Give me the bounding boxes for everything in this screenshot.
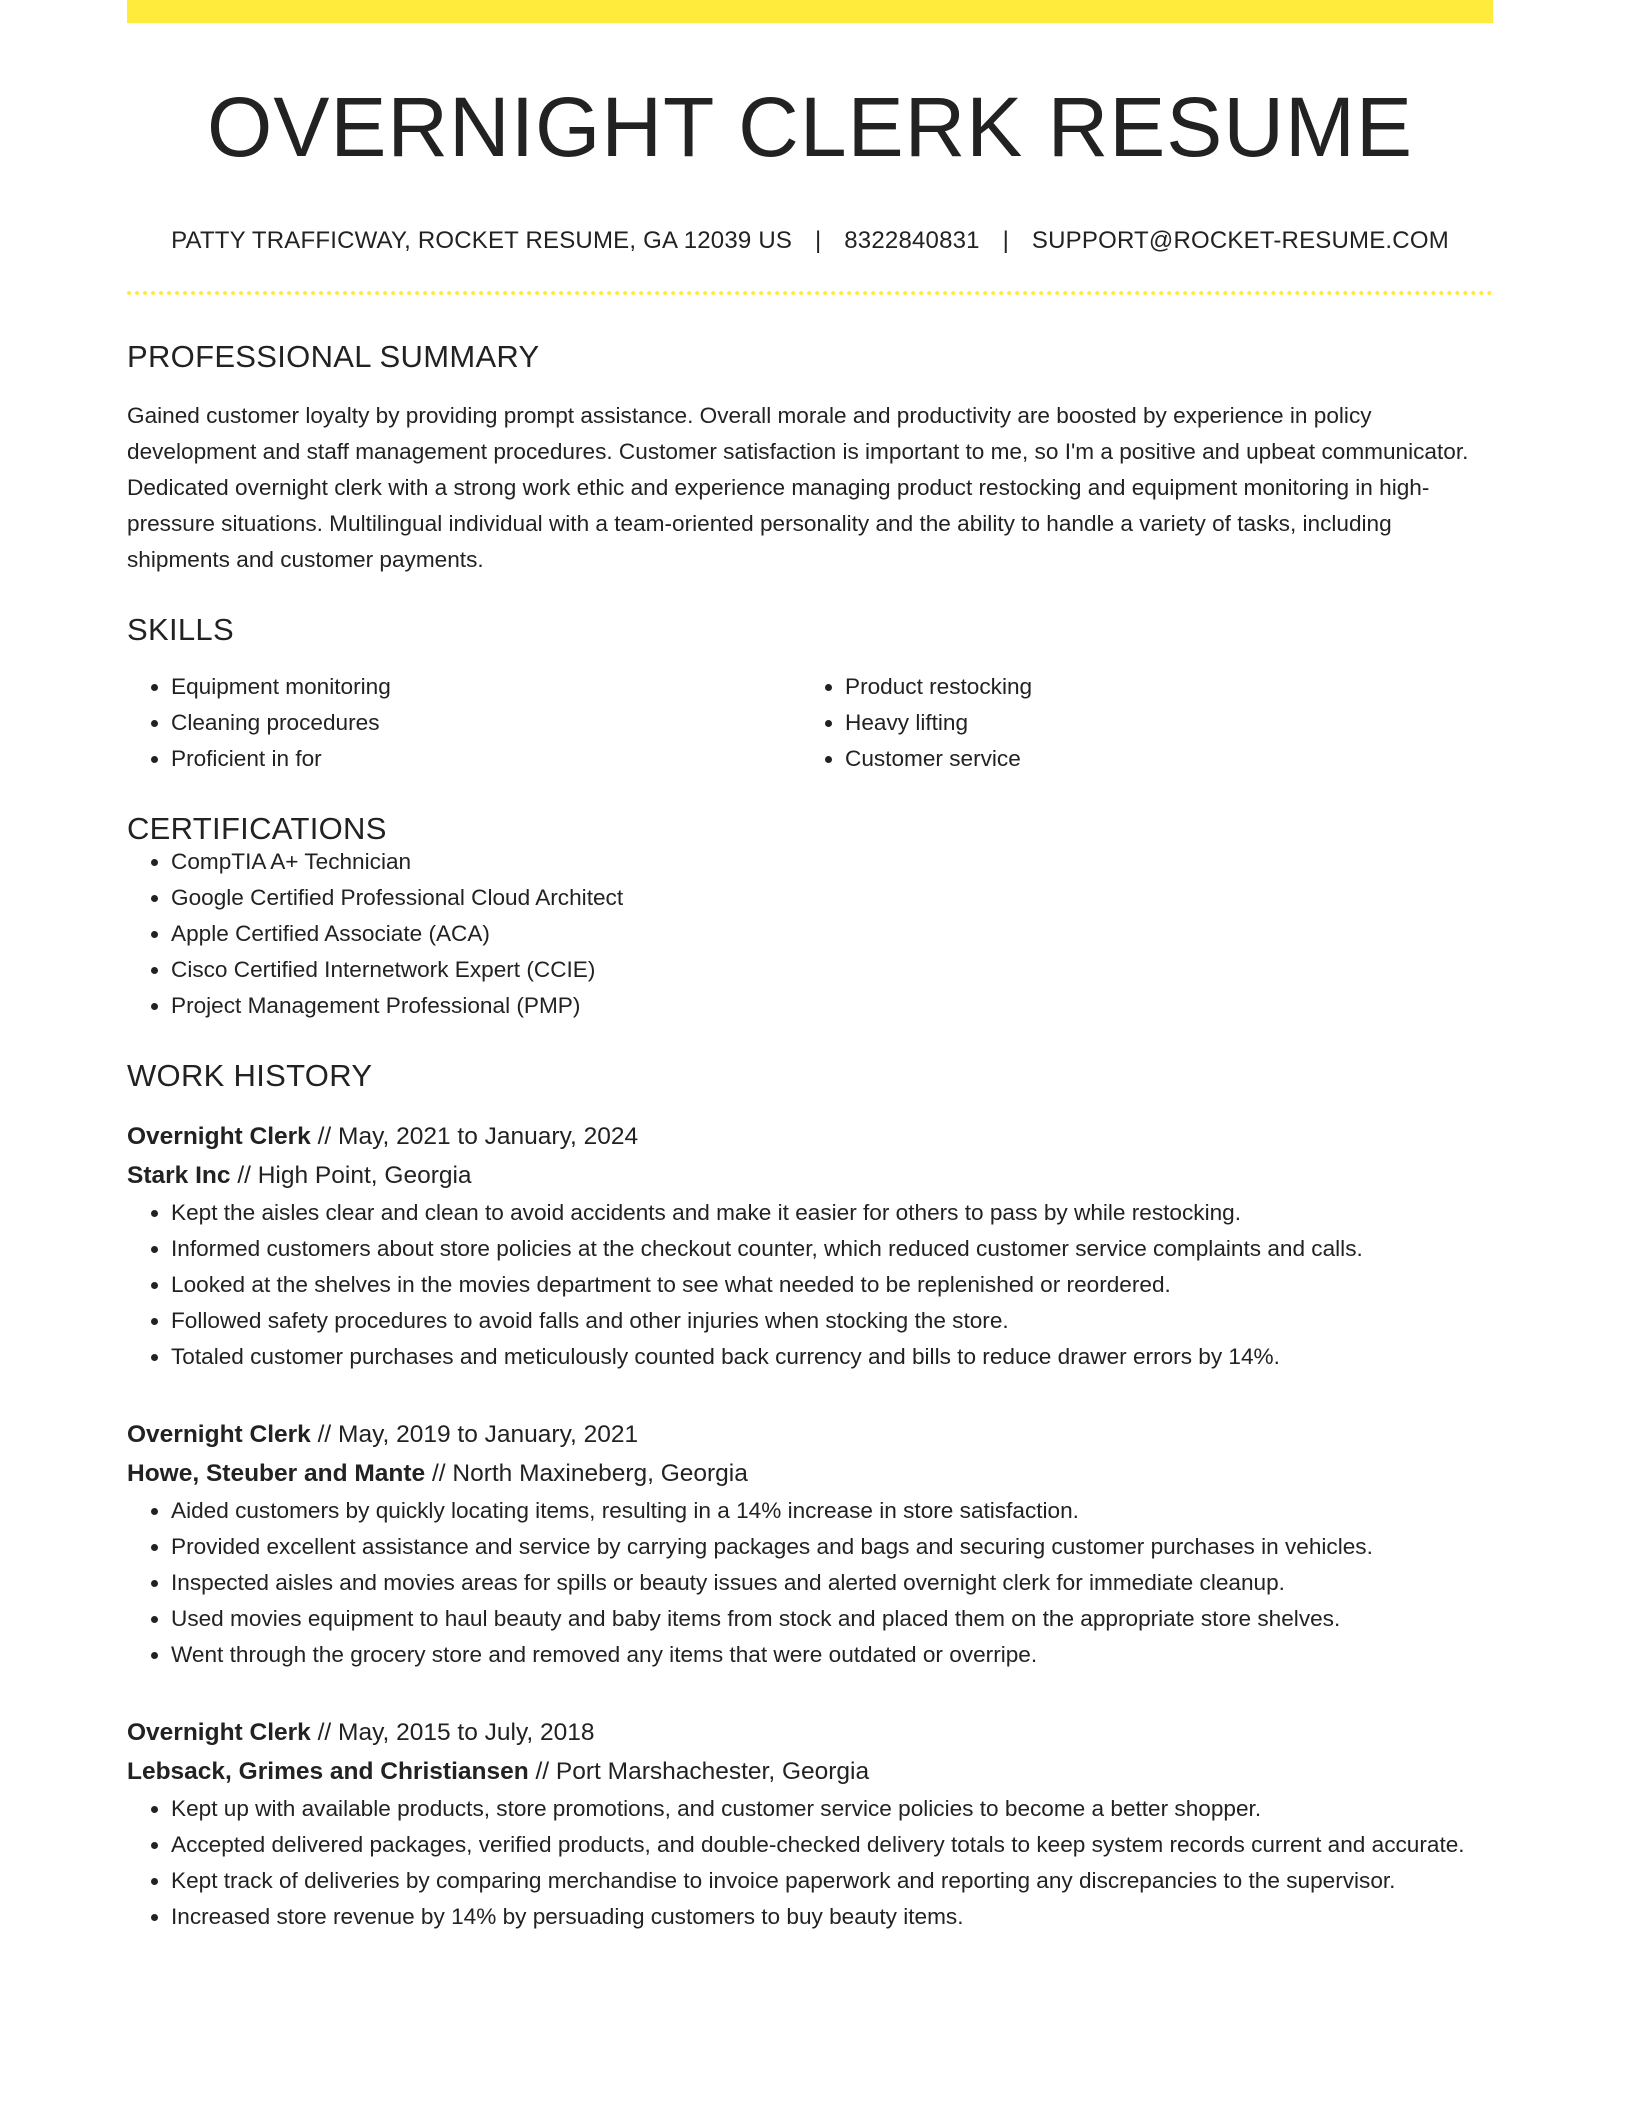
contact-address: PATTY TRAFFICWAY, ROCKET RESUME, GA 12039 US (171, 227, 793, 254)
job-title-line (127, 1117, 1493, 1156)
skill-item: • Product restocking (845, 669, 1475, 705)
job-bullet: • Used movies equipment to haul beauty and baby items from stock and placed them on the appropriate store shelves. (171, 1601, 1493, 1637)
job-bullet: • Inspected aisles and movies areas for spills or beauty issues and alerted overnight clerk for immediate cleanup. (171, 1565, 1493, 1601)
skills-column-left (127, 669, 801, 777)
skill-item: • Proficient in for (171, 741, 801, 777)
skill-item: • Heavy lifting (845, 705, 1475, 741)
job-company: Howe, Steuber and Mante (127, 1460, 426, 1487)
job-bullet: • Went through the grocery store and removed any items that were outdated or overripe. (171, 1637, 1493, 1673)
job-bullet: • Aided customers by quickly locating items, resulting in a 14% increase in store satisfaction. (171, 1493, 1493, 1529)
summary-text: Gained customer loyalty by providing prompt assistance. Overall morale and productivity are boosted by experience in policy development and staff management procedures. Customer satisfaction is important to me, so I'm a positive and upbeat communicator. Dedicated overnight clerk with a strong work ethic and experience managing product restocking and equipment monitoring in high-pressure situations. Multilingual individual with a team-oriented personality and the ability to handle a variety of tasks, including shipments and customer payments. (127, 403, 1469, 572)
job-entry (127, 1117, 1493, 1375)
skills-column-right (801, 669, 1475, 777)
job-title: Overnight Clerk (127, 1421, 311, 1448)
job-bullet: • Looked at the shelves in the movies department to see what needed to be replenished or reordered. (171, 1267, 1493, 1303)
job-bullet: • Totaled customer purchases and meticulously counted back currency and bills to reduce drawer errors by 14%. (171, 1339, 1493, 1375)
skill-item: • Cleaning procedures (171, 705, 801, 741)
job-company-line (127, 1752, 1493, 1791)
job-company-line (127, 1454, 1493, 1493)
job-bullets (127, 1493, 1493, 1673)
job-entry (127, 1713, 1493, 1935)
resume-title: OVERNIGHT CLERK RESUME (207, 80, 1413, 174)
job-dates: // May, 2021 to January, 2024 (317, 1123, 639, 1150)
job-dates: // May, 2019 to January, 2021 (317, 1421, 639, 1448)
job-location: // High Point, Georgia (237, 1162, 472, 1189)
work-history-heading: WORK HISTORY (127, 1058, 373, 1093)
contact-email: SUPPORT@ROCKET-RESUME.COM (1031, 227, 1449, 254)
contact-separator: | (814, 227, 822, 254)
contact-line (127, 229, 1493, 253)
certification-item: • Cisco Certified Internetwork Expert (CCIE) (171, 952, 1493, 988)
job-title-line (127, 1713, 1493, 1752)
skill-item: • Customer service (845, 741, 1475, 777)
job-bullet: • Followed safety procedures to avoid falls and other injuries when stocking the store. (171, 1303, 1493, 1339)
job-bullet: • Accepted delivered packages, verified products, and double-checked delivery totals to keep system records current and accurate. (171, 1827, 1493, 1863)
certification-item: • CompTIA A+ Technician (171, 844, 1493, 880)
job-bullets (127, 1791, 1493, 1935)
job-company-line (127, 1156, 1493, 1195)
job-title: Overnight Clerk (127, 1123, 311, 1150)
job-location: // Port Marshachester, Georgia (535, 1758, 870, 1785)
skills-heading: SKILLS (127, 612, 234, 647)
contact-separator: | (1002, 227, 1010, 254)
dotted-divider (127, 291, 1493, 295)
job-title-line (127, 1415, 1493, 1454)
top-accent-bar (127, 0, 1493, 23)
job-bullet: • Kept up with available products, store promotions, and customer service policies to become a better shopper. (171, 1791, 1493, 1827)
job-bullet: • Kept the aisles clear and clean to avoid accidents and make it easier for others to pass by while restocking. (171, 1195, 1493, 1231)
job-company: Stark Inc (127, 1162, 231, 1189)
job-company: Lebsack, Grimes and Christiansen (127, 1758, 529, 1785)
resume-page (127, 0, 1493, 1935)
certification-item: • Apple Certified Associate (ACA) (171, 916, 1493, 952)
job-entry (127, 1415, 1493, 1673)
summary-heading: PROFESSIONAL SUMMARY (127, 339, 540, 374)
job-bullets (127, 1195, 1493, 1375)
skills-grid (127, 669, 1493, 777)
certifications-heading: CERTIFICATIONS (127, 811, 387, 846)
job-bullet: • Increased store revenue by 14% by persuading customers to buy beauty items. (171, 1899, 1493, 1935)
contact-phone: 8322840831 (844, 227, 980, 254)
job-bullet: • Provided excellent assistance and service by carrying packages and bags and securing customer purchases in vehicles. (171, 1529, 1493, 1565)
certification-item: • Google Certified Professional Cloud Architect (171, 880, 1493, 916)
job-bullet: • Informed customers about store policies at the checkout counter, which reduced customer service complaints and calls. (171, 1231, 1493, 1267)
job-dates: // May, 2015 to July, 2018 (317, 1719, 595, 1746)
certification-item: • Project Management Professional (PMP) (171, 988, 1493, 1024)
job-bullet: • Kept track of deliveries by comparing merchandise to invoice paperwork and reporting any discrepancies to the supervisor. (171, 1863, 1493, 1899)
certifications-list (127, 844, 1493, 1024)
skill-item: • Equipment monitoring (171, 669, 801, 705)
job-title: Overnight Clerk (127, 1719, 311, 1746)
job-location: // North Maxineberg, Georgia (431, 1460, 748, 1487)
